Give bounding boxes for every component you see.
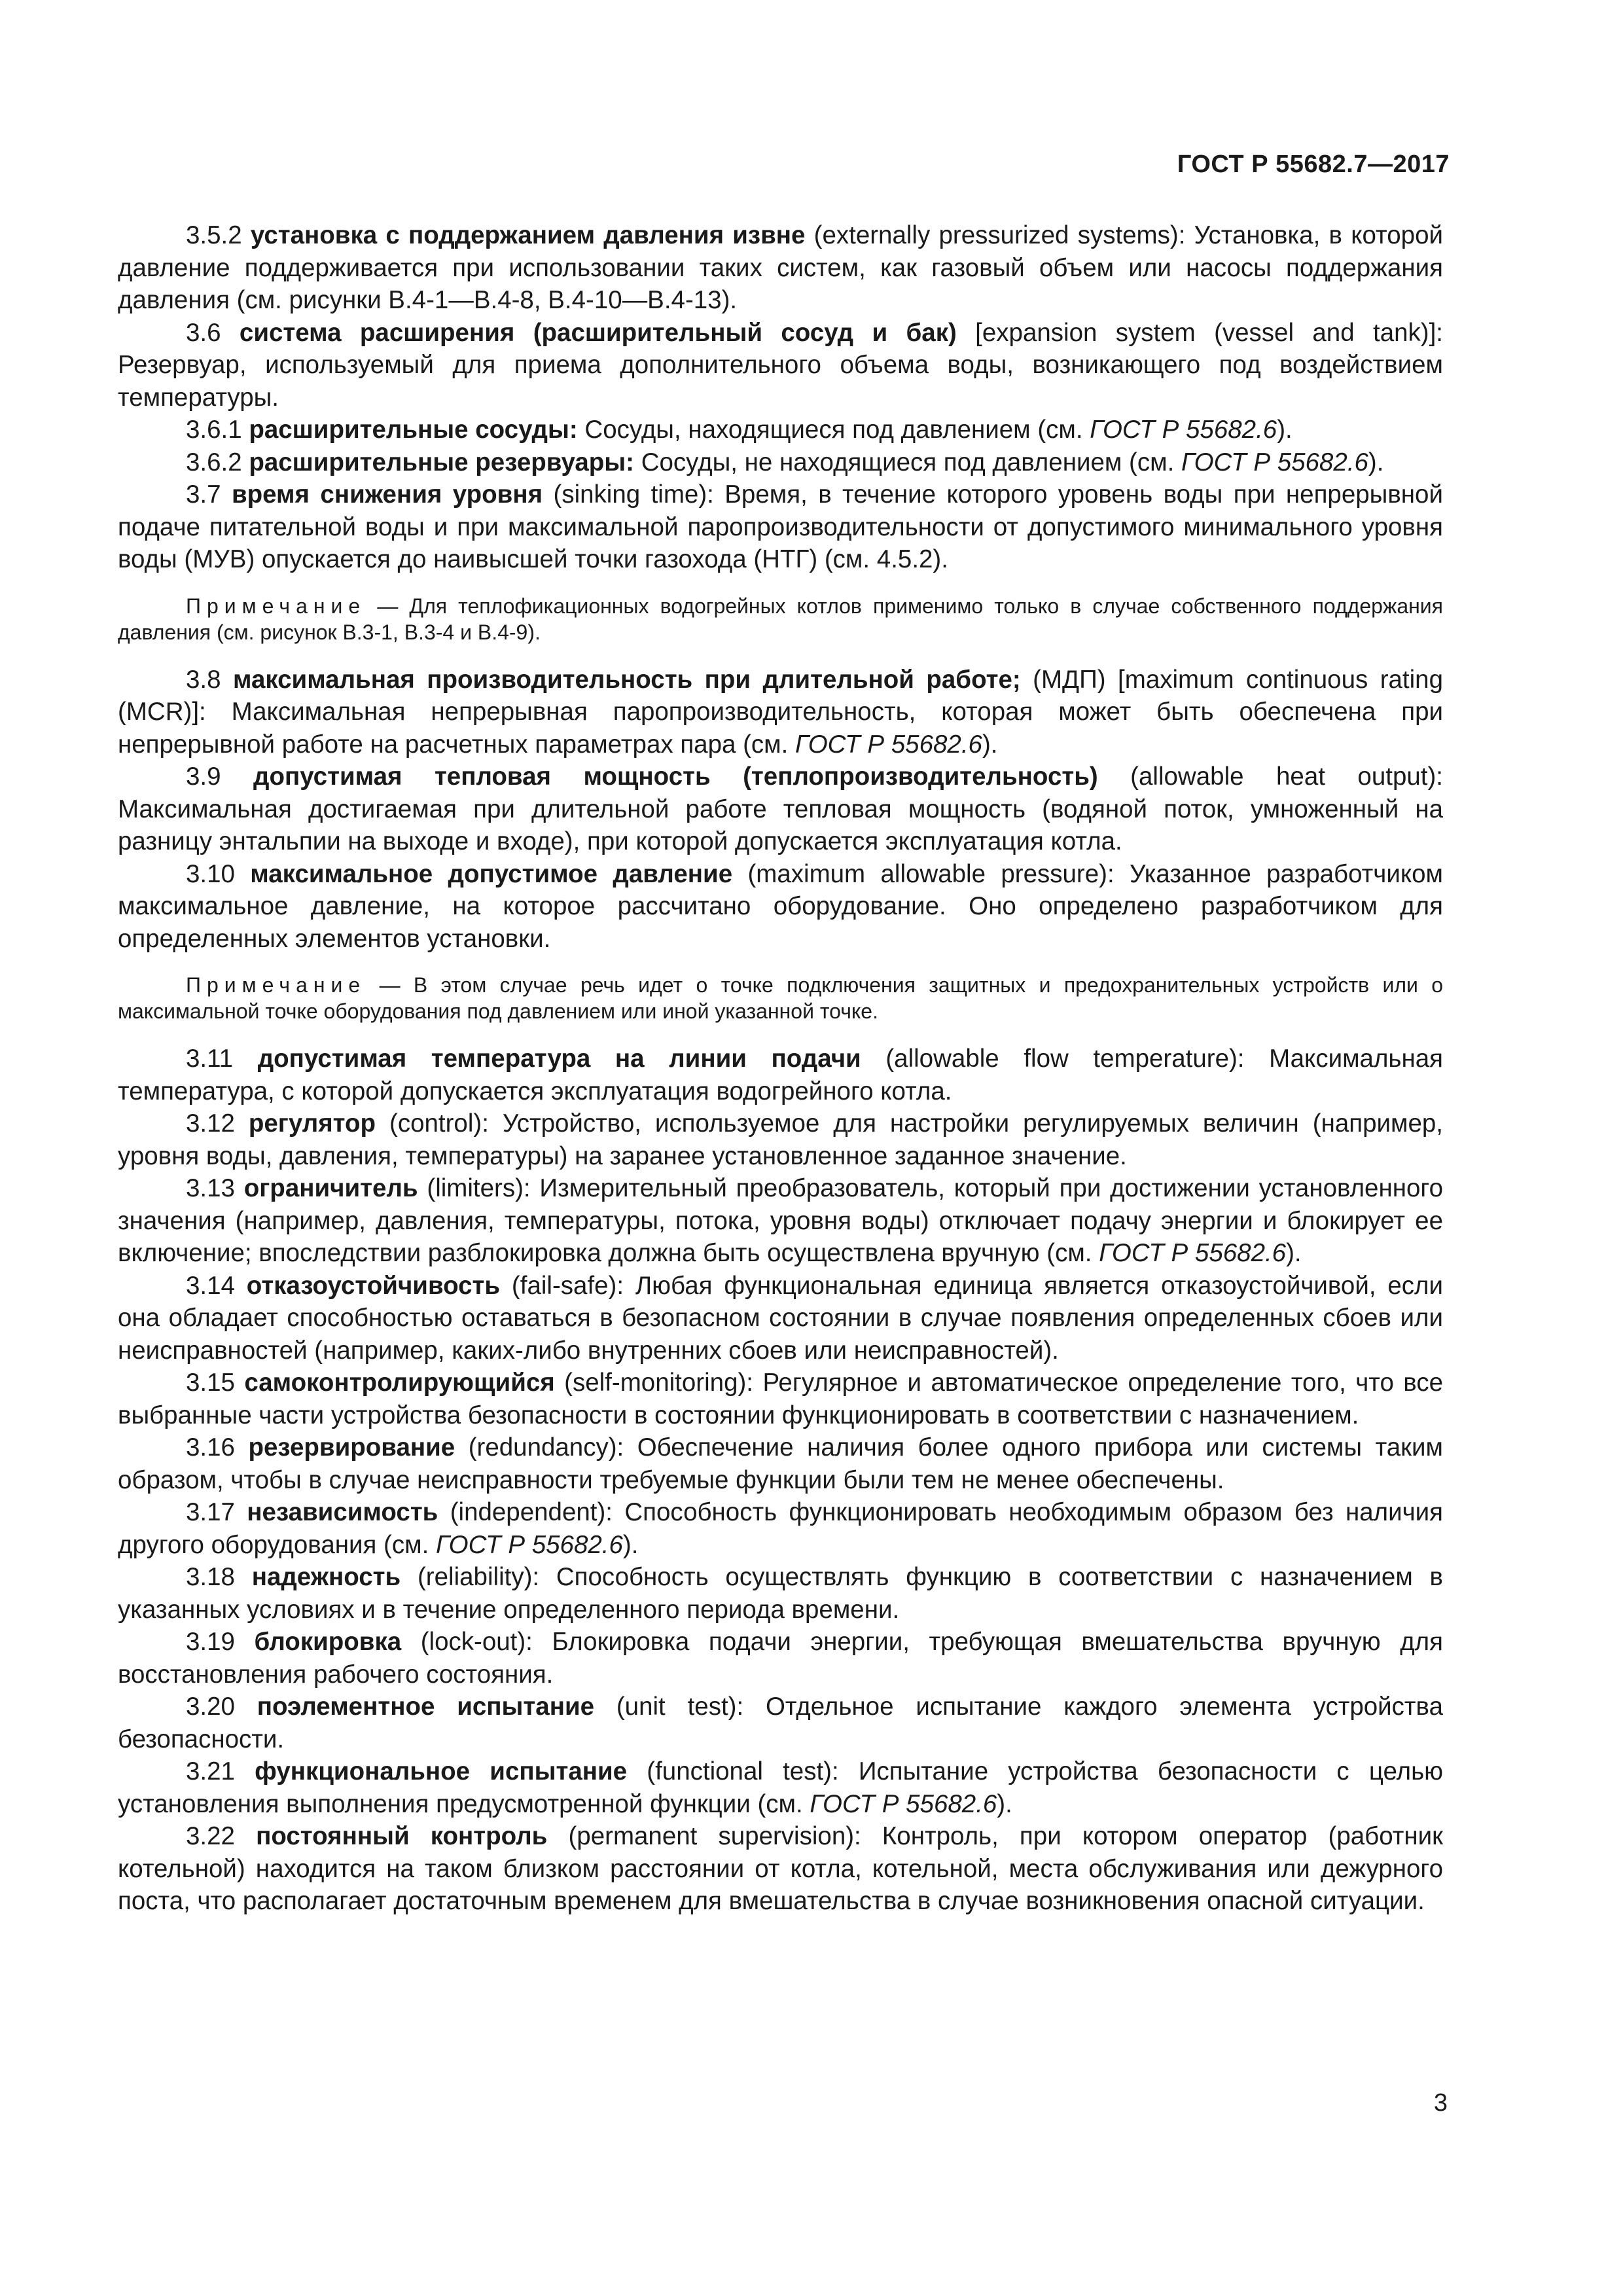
entry-number: 3.13 (186, 1174, 235, 1202)
entry-term: регулятор (248, 1109, 376, 1138)
term-definition-entry (118, 414, 1443, 446)
term-definition-entry (118, 858, 1443, 956)
term-definition-entry (118, 1270, 1443, 1367)
entry-term: установка с поддержанием давления извне (250, 221, 806, 249)
entry-number: 3.19 (186, 1628, 235, 1656)
entry-number: 3.10 (186, 859, 235, 888)
standard-reference: ГОСТ Р 55682.6 (795, 730, 982, 759)
entry-definition: (externally pressurized systems): Установка, в которой давление поддерживается при использовании таких систем, как газовый объем или насосы поддержания давления (см. рисунки В.4-1—В.4-8, В.4-10—В.4-13). (118, 221, 1443, 314)
entry-definition: (independent): Способность функционировать необходимым образом без наличия другого оборудования (см. (118, 1498, 1443, 1559)
entry-number: 3.16 (186, 1433, 235, 1462)
standard-reference: ГОСТ Р 55682.6 (436, 1530, 623, 1559)
entry-term: расширительные сосуды: (249, 416, 578, 444)
note-label: Примечание (186, 973, 366, 997)
entry-number: 3.21 (186, 1757, 235, 1785)
entry-definition-tail: ). (982, 730, 998, 759)
entry-definition: (allowable heat output): Максимальная достигаемая при длительной работе тепловая мощность (водяной поток, умноженный на разницу энтальпии на выходе и входе), при которой допускается эксплуатация котла. (118, 762, 1443, 855)
standard-reference: ГОСТ Р 55682.6 (1099, 1239, 1287, 1267)
term-definition-entry (118, 1496, 1443, 1561)
entry-number: 3.8 (186, 665, 221, 694)
entry-definition: (sinking time): Время, в течение которого уровень воды при непрерывной подаче питательной воды и при максимальной паропроизводительности от допустимого минимального уровня воды (МУВ) опускается до наивысшей точки газохода (НТГ) (см. 4.5.2). (118, 480, 1443, 573)
entry-term: самоконтролирующийся (244, 1369, 555, 1397)
entry-definition: (permanent supervision): Контроль, при котором оператор (работник котельной) находится на таком близком расстоянии от котла, котельной, места обслуживания или дежурного поста, что располагает достаточным временем для вмешательства в случае возникновения опасной ситуации. (118, 1822, 1444, 1915)
entry-number: 3.17 (186, 1498, 235, 1526)
term-definition-entry (118, 1107, 1443, 1172)
term-definition-entry (118, 1691, 1443, 1755)
term-definition-entry (118, 1561, 1443, 1626)
entry-definition: (МДП) [maximum continuous rating (MCR)]: Максимальная непрерывная паропроизводительность, которая может быть обеспечена при непрерывной работе на расчетных параметрах пара (см. (118, 665, 1443, 759)
entry-definition-tail: ). (622, 1530, 639, 1559)
document-body (118, 219, 1443, 1918)
entry-number: 3.22 (186, 1822, 235, 1850)
term-definition-entry (118, 317, 1443, 414)
entry-term: расширительные резервуары: (249, 448, 634, 476)
entry-definition: (fail-safe): Любая функциональная единица является отказоустойчивой, если она обладает способностью оставаться в безопасном состоянии в случае появления определенных сбоев или неисправностей (например, каких-либо внутренних сбоев или неисправностей). (118, 1271, 1444, 1365)
entry-definition: (maximum allowable pressure): Указанное разработчиком максимальное давление, на которое рассчитано оборудование. Оно определено разработчиком для определенных элементов установки. (118, 859, 1443, 953)
entry-number: 3.9 (186, 762, 221, 791)
entry-definition: (lock-out): Блокировка подачи энергии, требующая вмешательства вручную для восстановления рабочего состояния. (118, 1628, 1443, 1689)
entry-number: 3.5.2 (186, 221, 242, 249)
standard-reference: ГОСТ Р 55682.6 (1090, 416, 1277, 444)
document-header: ГОСТ Р 55682.7—2017 (1177, 151, 1450, 178)
entry-number: 3.18 (186, 1563, 235, 1591)
term-definition-entry (118, 1820, 1443, 1918)
entry-term: независимость (247, 1498, 438, 1526)
entry-definition: (control): Устройство, используемое для настройки регулируемых величин (например, уровня воды, давления, температуры) на заранее установленное заданное значение. (118, 1109, 1443, 1170)
entry-number: 3.6 (186, 318, 221, 347)
entry-definition: [expansion system (vessel and tank)]: Резервуар, используемый для приема дополнительного объема воды, возникающего под воздействием температуры. (118, 318, 1443, 412)
note-text: — В этом случае речь идет о точке подключения защитных и предохранительных устройств или о максимальной точке оборудования под давлением или иной указанной точке. (118, 973, 1443, 1023)
entry-term: блокировка (254, 1628, 402, 1656)
term-definition-entry (118, 1043, 1443, 1107)
note-label: Примечание (186, 594, 366, 618)
entry-term: резервирование (248, 1433, 455, 1462)
entry-term: максимальная производительность при длительной работе; (232, 665, 1021, 694)
entry-definition-tail: ). (1277, 416, 1293, 444)
entry-term: надежность (251, 1563, 401, 1591)
entry-definition: Сосуды, находящиеся под давлением (см. (577, 416, 1090, 444)
entry-number: 3.20 (186, 1693, 235, 1721)
entry-definition: (unit test): Отдельное испытание каждого элемента устройства безопасности. (118, 1693, 1443, 1753)
entry-definition-tail: ). (997, 1789, 1012, 1818)
entry-term: допустимая тепловая мощность (теплопроизводительность) (253, 762, 1098, 791)
term-definition-entry (118, 219, 1443, 317)
entry-number: 3.12 (186, 1109, 235, 1138)
term-definition-entry (118, 1172, 1443, 1270)
entry-definition: (functional test): Испытание устройства безопасности с целью установления выполнения предусмотренной функции (см. (118, 1757, 1444, 1818)
entry-term: постоянный контроль (256, 1822, 548, 1850)
entry-term: время снижения уровня (231, 480, 543, 509)
term-definition-entry (118, 1367, 1443, 1431)
entry-definition-tail: ). (1368, 448, 1384, 476)
entry-term: система расширения (расширительный сосуд и бак) (239, 318, 957, 347)
term-definition-entry (118, 446, 1443, 479)
entry-definition-tail: ). (1286, 1239, 1302, 1267)
entry-term: ограничитель (243, 1174, 418, 1202)
note-paragraph (118, 593, 1443, 645)
term-definition-entry (118, 478, 1443, 576)
entry-term: допустимая температура на линии подачи (257, 1045, 861, 1073)
term-definition-entry (118, 1755, 1443, 1820)
entry-definition: (allowable flow temperature): Максимальная температура, с которой допускается эксплуатация водогрейного котла. (118, 1045, 1444, 1105)
entry-number: 3.11 (186, 1045, 234, 1073)
term-definition-entry (118, 761, 1443, 858)
entry-number: 3.14 (186, 1271, 235, 1300)
term-definition-entry (118, 1431, 1443, 1496)
entry-definition: (self-monitoring): Регулярное и автоматическое определение того, что все выбранные части устройства безопасности в состоянии функционировать в соответствии с назначением. (118, 1369, 1443, 1429)
term-definition-entry (118, 1626, 1443, 1691)
entry-definition: (redundancy): Обеспечение наличия более одного прибора или системы таким образом, чтобы в случае неисправности требуемые функции были тем не менее обеспечены. (118, 1433, 1443, 1494)
note-text: — Для теплофикационных водогрейных котлов применимо только в случае собственного поддержания давления (см. рисунок В.3-1, В.3-4 и В.4-9). (118, 594, 1443, 644)
page-number: 3 (1433, 2089, 1448, 2117)
entry-definition: (limiters): Измерительный преобразователь, который при достижении установленного значения (например, давления, температуры, потока, уровня воды) отключает подачу энергии и блокирует ее включение; впоследствии разблокировка должна быть осуществлена вручную (см. (118, 1174, 1444, 1267)
entry-number: 3.7 (186, 480, 221, 509)
entry-number: 3.6.2 (186, 448, 242, 476)
entry-number: 3.15 (186, 1369, 235, 1397)
standard-reference: ГОСТ Р 55682.6 (810, 1789, 997, 1818)
entry-term: максимальное допустимое давление (250, 859, 733, 888)
entry-term: отказоустойчивость (246, 1271, 501, 1300)
term-definition-entry (118, 664, 1443, 761)
note-paragraph (118, 972, 1443, 1024)
entry-term: функциональное испытание (255, 1757, 628, 1785)
entry-number: 3.6.1 (186, 416, 242, 444)
entry-definition: Сосуды, не находящиеся под давлением (см. (634, 448, 1181, 476)
entry-definition: (reliability): Способность осуществлять функцию в соответствии с назначением в указанных условиях и в течение определенного периода времени. (118, 1563, 1444, 1624)
entry-term: поэлементное испытание (257, 1693, 595, 1721)
standard-reference: ГОСТ Р 55682.6 (1181, 448, 1368, 476)
